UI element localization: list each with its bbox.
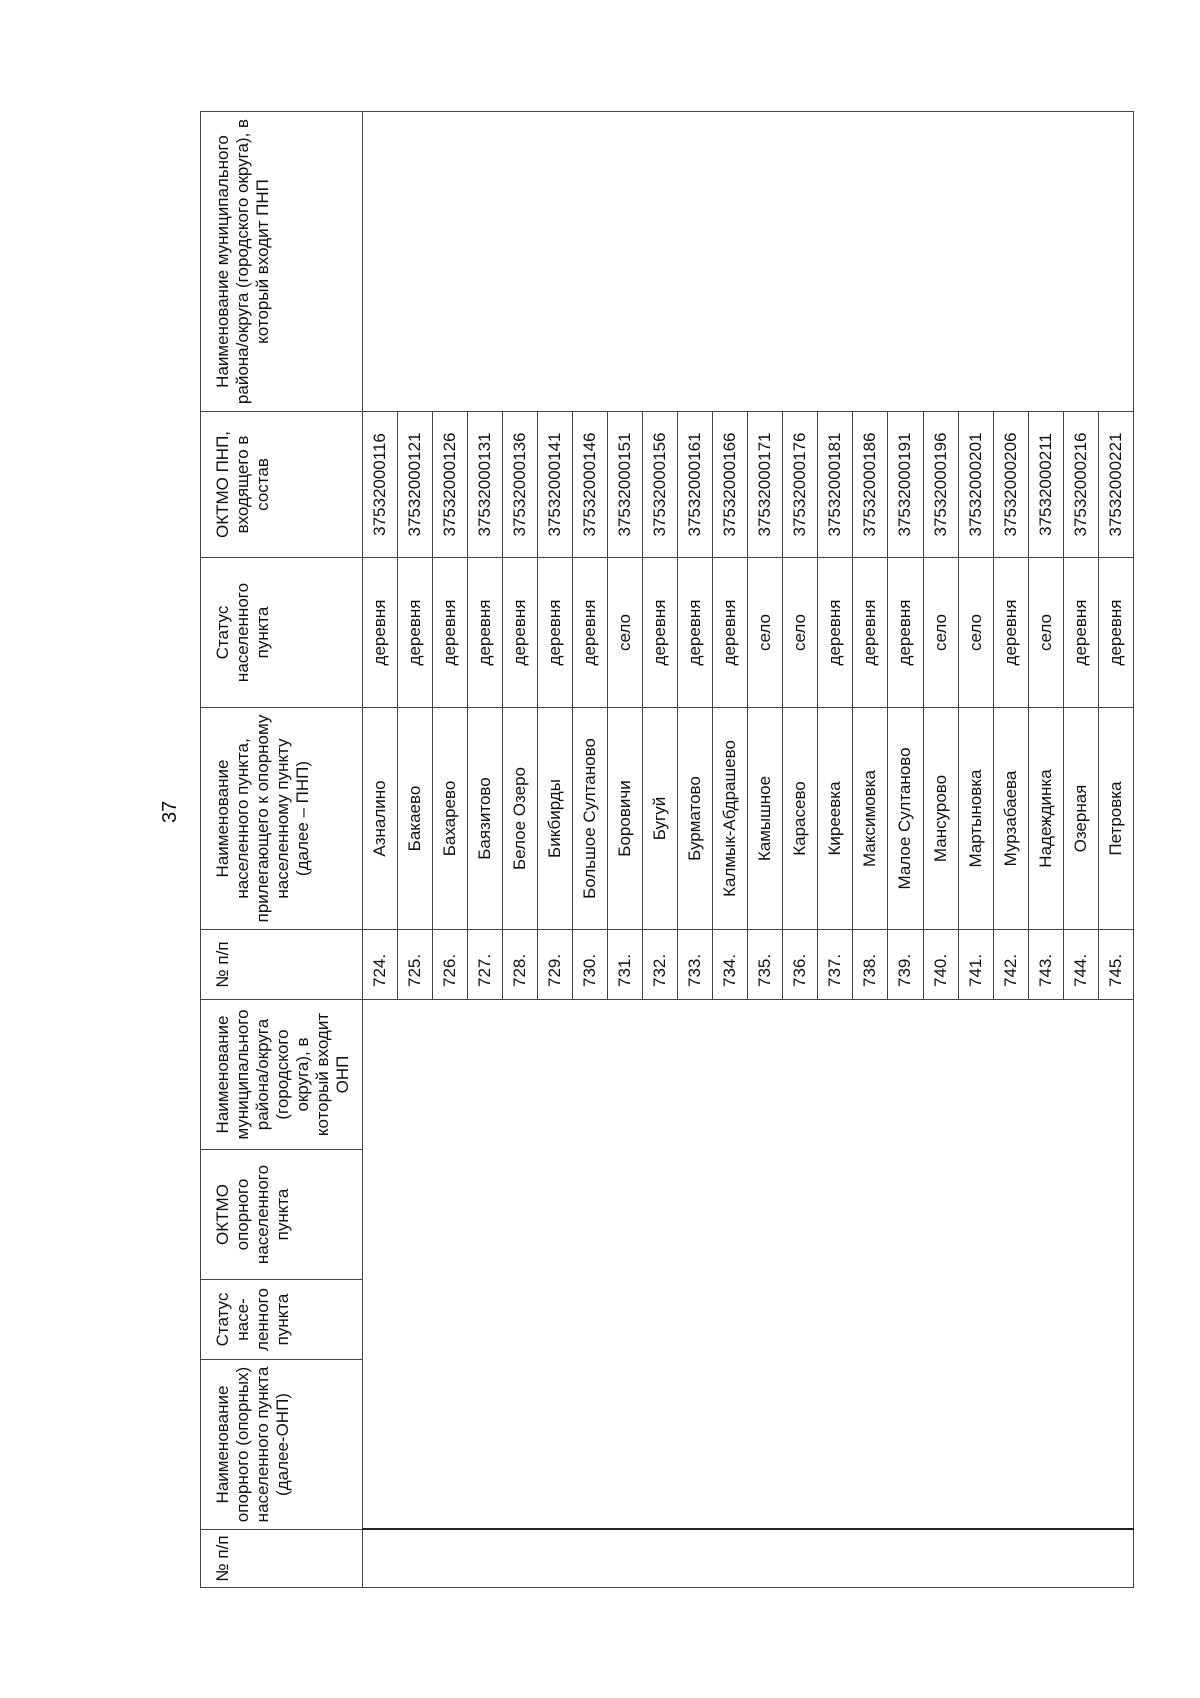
settlement-name: Бикбирды [538,708,573,930]
onp-info-cell [363,1000,1134,1530]
settlement-status: село [783,558,818,708]
settlement-name: Мансурово [923,708,958,930]
row-number: 734. [713,930,748,1000]
row-number: 738. [853,930,888,1000]
settlement-oktmo: 37532000156 [643,412,678,558]
settlement-name: Камышное [748,708,783,930]
settlement-status: деревня [503,558,538,708]
row-number: 731. [608,930,643,1000]
header-pnp-district: Наименование муниципального района/округа (городского округа), в который входит ПНП [201,112,363,412]
settlement-status: село [608,558,643,708]
header-onp-name: Наименование опорного (опорных) населенного пункта (далее-ОНП) [201,1360,363,1530]
settlement-status: деревня [853,558,888,708]
settlement-oktmo: 37532000151 [608,412,643,558]
row-number: 741. [958,930,993,1000]
settlement-oktmo: 37532000166 [713,412,748,558]
settlement-status: село [1028,558,1063,708]
header-onp-district: Наименование муниципального района/округа (городского округа), в который входит ОНП [201,1000,363,1150]
table-row [363,112,398,1588]
settlement-name: Баязитово [468,708,503,930]
settlement-name: Мартыновка [958,708,993,930]
row-number: 745. [1098,930,1133,1000]
settlement-oktmo: 37532000176 [783,412,818,558]
settlement-name: Большое Султаново [573,708,608,930]
settlement-oktmo: 37532000221 [1098,412,1133,558]
settlement-oktmo: 37532000196 [923,412,958,558]
settlement-status: деревня [1098,558,1133,708]
settlement-oktmo: 37532000136 [503,412,538,558]
settlement-oktmo: 37532000201 [958,412,993,558]
settlement-oktmo: 37532000116 [363,412,398,558]
settlement-status: деревня [468,558,503,708]
row-number: 740. [923,930,958,1000]
settlement-oktmo: 37532000131 [468,412,503,558]
settlement-oktmo: 37532000126 [433,412,468,558]
row-number: 724. [363,930,398,1000]
settlement-oktmo: 37532000211 [1028,412,1063,558]
settlement-name: Киреевка [818,708,853,930]
row-number: 729. [538,930,573,1000]
settlement-oktmo: 37532000206 [993,412,1028,558]
settlement-status: деревня [993,558,1028,708]
settlement-name: Малое Султаново [888,708,923,930]
settlement-status: село [748,558,783,708]
row-number: 728. [503,930,538,1000]
settlement-oktmo: 37532000121 [398,412,433,558]
row-number: 735. [748,930,783,1000]
settlement-name: Калмык-Абдрашево [713,708,748,930]
settlement-oktmo: 37532000191 [888,412,923,558]
settlement-oktmo: 37532000181 [818,412,853,558]
header-row [201,112,363,1588]
settlement-name: Бакаево [398,708,433,930]
settlement-status: деревня [643,558,678,708]
settlement-status: деревня [818,558,853,708]
row-number: 736. [783,930,818,1000]
settlement-status: деревня [538,558,573,708]
onp-number-cell [363,1530,1134,1588]
header-pnp-number: № п/п [201,930,363,1000]
row-number: 727. [468,930,503,1000]
row-number: 742. [993,930,1028,1000]
settlement-status: село [958,558,993,708]
settlement-name: Петровка [1098,708,1133,930]
settlement-status: село [923,558,958,708]
row-number: 730. [573,930,608,1000]
settlement-status: деревня [713,558,748,708]
settlement-oktmo: 37532000216 [1063,412,1098,558]
row-number: 726. [433,930,468,1000]
settlement-name: Мурзабаева [993,708,1028,930]
settlement-status: деревня [433,558,468,708]
header-pnp-oktmo: ОКТМО ПНП, входящего в состав [201,412,363,558]
row-number: 743. [1028,930,1063,1000]
row-number: 744. [1063,930,1098,1000]
header-onp-status: Статус насе-ленного пункта [201,1280,363,1360]
settlement-status: деревня [888,558,923,708]
settlement-name: Карасево [783,708,818,930]
header-pnp-name: Наименование населенного пункта, прилегающего к опорному населенному пункту (далее – ПНП) [201,708,363,930]
page-number: 37 [159,800,181,823]
settlements-table-container [200,112,1134,1588]
settlement-name: Надеждинка [1028,708,1063,930]
settlement-name: Боровичи [608,708,643,930]
settlement-oktmo: 37532000146 [573,412,608,558]
settlement-name: Азналино [363,708,398,930]
settlement-oktmo: 37532000186 [853,412,888,558]
settlement-name: Максимовка [853,708,888,930]
pnp-district-cell [363,112,1134,412]
settlements-table [200,111,1134,1588]
settlement-name: Белое Озеро [503,708,538,930]
row-number: 733. [678,930,713,1000]
header-onp-number: № п/п [201,1530,363,1588]
row-number: 725. [398,930,433,1000]
header-onp-oktmo: ОКТМО опорного населенного пункта [201,1150,363,1280]
settlement-status: деревня [1063,558,1098,708]
settlement-status: деревня [363,558,398,708]
row-number: 739. [888,930,923,1000]
settlement-name: Бугуй [643,708,678,930]
header-pnp-status: Статус населенного пункта [201,558,363,708]
row-number: 732. [643,930,678,1000]
settlement-name: Бурматово [678,708,713,930]
settlement-status: деревня [678,558,713,708]
settlement-oktmo: 37532000161 [678,412,713,558]
settlement-name: Озерная [1063,708,1098,930]
settlement-status: деревня [573,558,608,708]
settlement-oktmo: 37532000141 [538,412,573,558]
row-number: 737. [818,930,853,1000]
settlement-name: Бахарево [433,708,468,930]
settlement-oktmo: 37532000171 [748,412,783,558]
settlement-status: деревня [398,558,433,708]
